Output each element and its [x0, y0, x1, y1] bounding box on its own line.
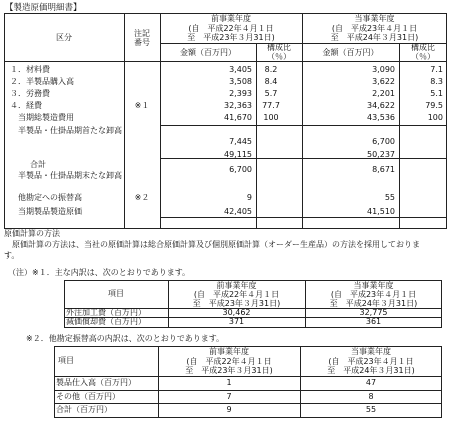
- note2-row-curr: 8: [368, 392, 374, 401]
- prev-amount-header: 金額（百万円）: [180, 48, 236, 57]
- costing-heading: 原価計算の方法: [4, 229, 60, 238]
- prev-ratio-header: 構成比 （％）: [267, 43, 291, 61]
- row-curr-amount: 2,201: [372, 89, 395, 98]
- row-label: 合計: [30, 160, 46, 169]
- note1-row-label: 外注加工費（百万円）: [66, 308, 146, 317]
- row-prev-amount: 9: [246, 193, 252, 202]
- note1-row-prev: 30,462: [222, 308, 251, 317]
- row-prev-amount: 7,445: [229, 137, 252, 146]
- costing-text: 原価計算の方法は、当社の原価計算は総合原価計算及び個別原価計算（オーダー生産品）の方法を採用しておりま: [4, 240, 420, 249]
- note2-table: [54, 346, 442, 418]
- row-prev-amount: 49,115: [224, 150, 252, 159]
- note2-intro: ※２．他勘定振替高の内訳は、次のとおりであります。: [26, 334, 225, 343]
- row-prev-amount: 2,393: [229, 89, 252, 98]
- row-prev-amount: 3,405: [229, 65, 252, 74]
- category-header: 区分: [56, 33, 72, 42]
- row-note: ※２: [134, 193, 150, 202]
- row-curr-amount: 3,090: [372, 65, 395, 74]
- row-prev-amount: 6,700: [229, 165, 252, 174]
- row-label: ２．半製品購入高: [10, 77, 74, 86]
- note2-prev-header: 前事業年度 (自 平成22年４月１日 至 平成23年３月31日): [185, 347, 273, 375]
- note1-row-label: 減価償却費（百万円）: [66, 317, 146, 326]
- row-curr-amount: 6,700: [372, 137, 395, 146]
- note1-item-header: 項目: [108, 289, 124, 298]
- row-prev-amount: 41,670: [224, 113, 252, 122]
- costing-text: す。: [4, 251, 20, 260]
- note2-curr-header: 当事業年度 (自 平成23年４月１日 至 平成24年３月31日): [327, 347, 415, 375]
- row-prev-amount: 3,508: [229, 77, 252, 86]
- curr-period-header: 当事業年度 (自 平成23年４月１日 至 平成24年３月31日): [330, 14, 419, 42]
- note2-row-prev: 7: [226, 392, 232, 401]
- row-curr-amount: 41,510: [367, 207, 395, 216]
- row-prev-amount: 32,363: [224, 101, 252, 110]
- note-header: 注記 番号: [134, 29, 150, 47]
- row-prev-ratio: 77.7: [262, 101, 280, 110]
- row-label: １．材料費: [10, 65, 50, 74]
- prev-period-header: 前事業年度 (自 平成22年４月１日 至 平成23年３月31日): [187, 14, 275, 42]
- row-curr-amount: 50,237: [367, 150, 395, 159]
- note1-row-prev: 371: [228, 317, 245, 326]
- note1-intro: （注）※１．主な内訳は、次のとおりであります。: [8, 268, 191, 277]
- row-note: ※１: [134, 101, 150, 110]
- row-prev-ratio: 8.4: [264, 77, 278, 86]
- row-prev-amount: 42,405: [224, 207, 252, 216]
- note2-row-label: 合計（百万円）: [56, 405, 112, 414]
- note2-row-curr: 55: [365, 405, 377, 414]
- note1-row-curr: 361: [365, 317, 382, 326]
- row-label: ４．経費: [10, 101, 42, 110]
- row-curr-amount: 3,622: [372, 77, 395, 86]
- row-curr-ratio: 79.5: [425, 101, 443, 110]
- note2-row-prev: 9: [226, 405, 232, 414]
- note2-row-curr: 47: [365, 378, 377, 387]
- row-curr-ratio: 7.1: [430, 65, 443, 74]
- page-title: 【製造原価明細書】: [5, 3, 82, 13]
- row-label: 半製品・仕掛品期首たな卸高: [18, 126, 122, 135]
- curr-amount-header: 金額（百万円）: [322, 48, 379, 57]
- row-label: 半製品・仕掛品期末たな卸高: [18, 171, 122, 180]
- row-prev-ratio: 5.7: [264, 89, 278, 98]
- note1-row-curr: 32,775: [359, 308, 388, 317]
- note2-item-header: 項目: [58, 356, 74, 365]
- note2-row-label: 製品仕入高（百万円）: [56, 378, 136, 387]
- note2-row-label: その他（百万円）: [56, 392, 120, 401]
- row-curr-ratio: 100: [427, 113, 443, 122]
- row-prev-ratio: 100: [263, 113, 279, 122]
- curr-ratio-header: 構成比 （％）: [411, 43, 435, 61]
- row-label: 他勘定への振替高: [18, 193, 82, 202]
- cost-statement-table: [4, 13, 447, 229]
- note1-curr-header: 当事業年度 (自 平成23年４月１日 至 平成24年３月31日): [329, 281, 418, 308]
- row-prev-ratio: 8.2: [264, 65, 278, 74]
- row-curr-amount: 8,671: [372, 165, 395, 174]
- row-label: ３．労務費: [10, 89, 50, 98]
- row-curr-amount: 43,536: [367, 113, 395, 122]
- row-curr-amount: 34,622: [367, 101, 395, 110]
- row-label: 当期製品製造原価: [18, 207, 82, 216]
- note1-table: [64, 280, 442, 328]
- row-curr-amount: 55: [384, 193, 395, 202]
- note2-row-prev: 1: [226, 378, 232, 387]
- note1-prev-header: 前事業年度 (自 平成22年４月１日 至 平成23年３月31日): [192, 281, 281, 308]
- row-curr-ratio: 8.3: [430, 77, 443, 86]
- row-label: 当期総製造費用: [18, 113, 74, 122]
- row-curr-ratio: 5.1: [430, 89, 443, 98]
